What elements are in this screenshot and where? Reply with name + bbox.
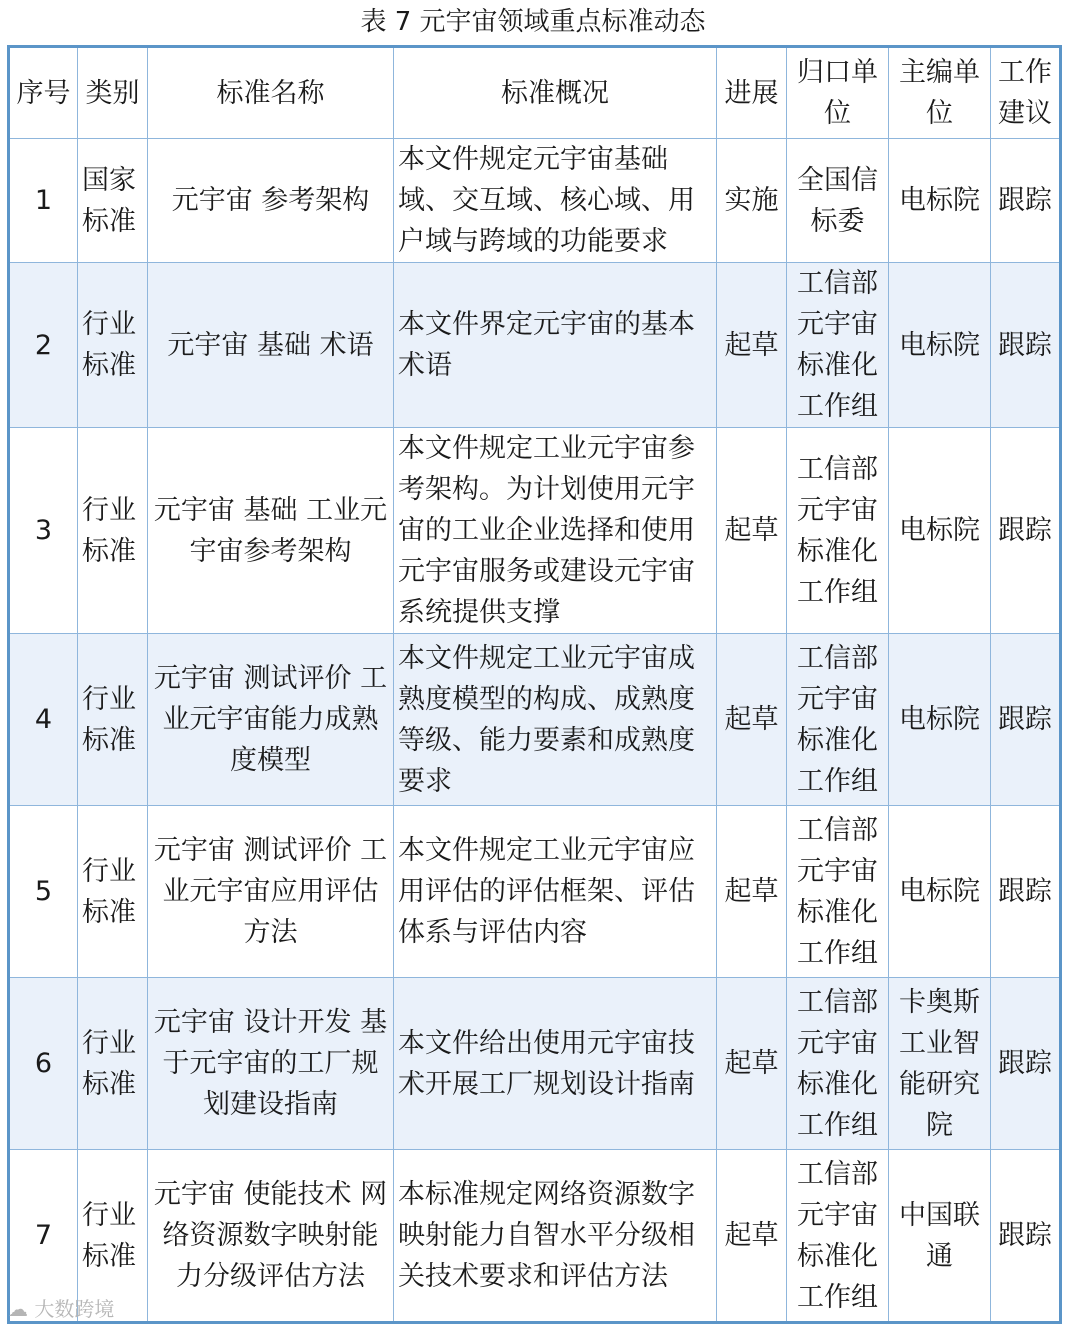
table-row bbox=[9, 139, 1061, 263]
standards-table bbox=[7, 45, 1062, 1324]
header-name: 标准名称 bbox=[148, 47, 394, 139]
cell-name: 元宇宙 参考架构 bbox=[148, 139, 394, 263]
table-row bbox=[9, 1150, 1061, 1323]
cell-no: 4 bbox=[9, 634, 78, 806]
cell-authority: 工信部元宇宙标准化工作组 bbox=[787, 428, 889, 634]
cell-category: 行业标准 bbox=[78, 1150, 148, 1323]
cell-advice: 跟踪 bbox=[991, 806, 1061, 978]
cell-authority: 工信部元宇宙标准化工作组 bbox=[787, 263, 889, 428]
cell-name: 元宇宙 使能技术 网络资源数字映射能力分级评估方法 bbox=[148, 1150, 394, 1323]
cell-advice: 跟踪 bbox=[991, 1150, 1061, 1323]
cell-advice: 跟踪 bbox=[991, 428, 1061, 634]
cell-category: 行业标准 bbox=[78, 806, 148, 978]
cell-editor: 电标院 bbox=[889, 263, 991, 428]
cell-category: 行业标准 bbox=[78, 428, 148, 634]
cell-name: 元宇宙 测试评价 工业元宇宙能力成熟度模型 bbox=[148, 634, 394, 806]
cell-progress: 起草 bbox=[717, 978, 787, 1150]
table-row bbox=[9, 634, 1061, 806]
cell-authority: 工信部元宇宙标准化工作组 bbox=[787, 634, 889, 806]
cell-summary: 本文件规定元宇宙基础域、交互域、核心域、用户域与跨域的功能要求 bbox=[394, 139, 717, 263]
cell-authority: 工信部元宇宙标准化工作组 bbox=[787, 1150, 889, 1323]
cell-progress: 起草 bbox=[717, 1150, 787, 1323]
header-summary: 标准概况 bbox=[394, 47, 717, 139]
cell-no: 6 bbox=[9, 978, 78, 1150]
table-caption: 表 7 元宇宙领域重点标准动态 bbox=[360, 7, 706, 37]
cell-advice: 跟踪 bbox=[991, 263, 1061, 428]
cell-progress: 起草 bbox=[717, 263, 787, 428]
watermark-icon: ☁ bbox=[8, 1297, 35, 1321]
watermark bbox=[8, 1296, 114, 1322]
cell-editor: 电标院 bbox=[889, 139, 991, 263]
cell-no: 2 bbox=[9, 263, 78, 428]
header-row bbox=[9, 47, 1061, 139]
table-row bbox=[9, 978, 1061, 1150]
cell-summary: 本文件规定工业元宇宙参考架构。为计划使用元宇宙的工业企业选择和使用元宇宙服务或建设元宇宙系统提供支撑 bbox=[394, 428, 717, 634]
header-no: 序号 bbox=[9, 47, 78, 139]
table-row bbox=[9, 263, 1061, 428]
cell-advice: 跟踪 bbox=[991, 139, 1061, 263]
cell-editor: 中国联通 bbox=[889, 1150, 991, 1323]
cell-summary: 本文件界定元宇宙的基本术语 bbox=[394, 263, 717, 428]
cell-no: 7 bbox=[9, 1150, 78, 1323]
cell-no: 1 bbox=[9, 139, 78, 263]
cell-progress: 起草 bbox=[717, 428, 787, 634]
cell-advice: 跟踪 bbox=[991, 978, 1061, 1150]
cell-category: 国家标准 bbox=[78, 139, 148, 263]
cell-category: 行业标准 bbox=[78, 978, 148, 1150]
cell-no: 3 bbox=[9, 428, 78, 634]
table-row bbox=[9, 428, 1061, 634]
header-advice: 工作建议 bbox=[991, 47, 1061, 139]
header-progress: 进展 bbox=[717, 47, 787, 139]
header-authority: 归口单位 bbox=[787, 47, 889, 139]
table-row bbox=[9, 806, 1061, 978]
cell-name: 元宇宙 测试评价 工业元宇宙应用评估方法 bbox=[148, 806, 394, 978]
cell-advice: 跟踪 bbox=[991, 634, 1061, 806]
cell-name: 元宇宙 设计开发 基于元宇宙的工厂规划建设指南 bbox=[148, 978, 394, 1150]
cell-editor: 电标院 bbox=[889, 428, 991, 634]
cell-summary: 本文件给出使用元宇宙技术开展工厂规划设计指南 bbox=[394, 978, 717, 1150]
cell-summary: 本标准规定网络资源数字映射能力自智水平分级相关技术要求和评估方法 bbox=[394, 1150, 717, 1323]
cell-name: 元宇宙 基础 术语 bbox=[148, 263, 394, 428]
cell-no: 5 bbox=[9, 806, 78, 978]
cell-category: 行业标准 bbox=[78, 263, 148, 428]
cell-progress: 实施 bbox=[717, 139, 787, 263]
cell-progress: 起草 bbox=[717, 634, 787, 806]
cell-summary: 本文件规定工业元宇宙成熟度模型的构成、成熟度等级、能力要素和成熟度要求 bbox=[394, 634, 717, 806]
header-category: 类别 bbox=[78, 47, 148, 139]
cell-authority: 工信部元宇宙标准化工作组 bbox=[787, 978, 889, 1150]
cell-progress: 起草 bbox=[717, 806, 787, 978]
watermark-text: 大数跨境 bbox=[34, 1297, 115, 1321]
header-editor: 主编单位 bbox=[889, 47, 991, 139]
cell-editor: 卡奥斯工业智能研究院 bbox=[889, 978, 991, 1150]
cell-name: 元宇宙 基础 工业元宇宙参考架构 bbox=[148, 428, 394, 634]
cell-summary: 本文件规定工业元宇宙应用评估的评估框架、评估体系与评估内容 bbox=[394, 806, 717, 978]
cell-editor: 电标院 bbox=[889, 806, 991, 978]
cell-editor: 电标院 bbox=[889, 634, 991, 806]
cell-authority: 工信部元宇宙标准化工作组 bbox=[787, 806, 889, 978]
cell-authority: 全国信标委 bbox=[787, 139, 889, 263]
cell-category: 行业标准 bbox=[78, 634, 148, 806]
